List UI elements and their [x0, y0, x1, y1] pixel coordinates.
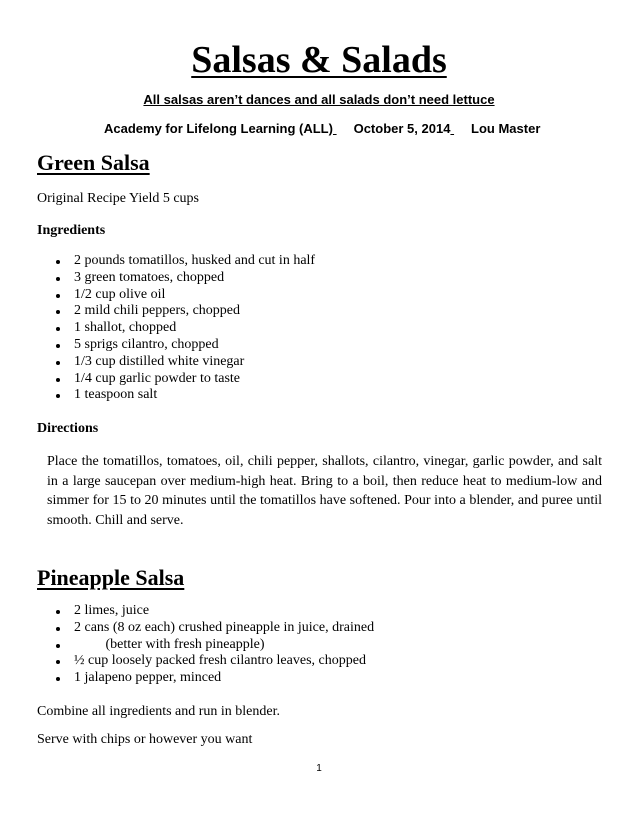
bullet-icon — [56, 627, 60, 631]
green-salsa-ingredients-list — [37, 253, 315, 404]
ingredient-text: 2 limes, juice — [74, 603, 150, 618]
bullet-icon — [56, 327, 60, 331]
document-title — [0, 38, 638, 82]
list-item — [37, 354, 315, 371]
document-meta-line — [104, 121, 540, 137]
ingredient-text: 1/2 cup olive oil — [74, 286, 166, 302]
bullet-icon — [56, 310, 60, 314]
list-item — [37, 637, 374, 654]
ingredients-heading: Ingredients — [37, 223, 106, 238]
bullet-icon — [56, 677, 60, 681]
meta-date: October 5, 2014 — [353, 121, 451, 136]
directions-heading: Directions — [37, 421, 99, 436]
list-item — [37, 320, 315, 337]
list-item — [37, 670, 374, 687]
ingredient-text: 1 teaspoon salt — [74, 387, 158, 403]
meta-author: Lou Master — [471, 121, 541, 136]
ingredient-text: (better with fresh pineapple) — [74, 636, 265, 652]
bullet-icon — [56, 294, 60, 298]
bullet-icon — [56, 610, 60, 614]
page-number: 1 — [316, 763, 322, 774]
list-item — [37, 337, 315, 354]
bullet-icon — [56, 378, 60, 382]
green-salsa-yield: Original Recipe Yield 5 cups — [37, 191, 199, 206]
list-item — [37, 371, 315, 388]
ingredient-text: 1/4 cup garlic powder to taste — [74, 370, 241, 386]
document-subtitle: All salsas aren’t dances and all salads don’t need lettuce — [143, 92, 495, 107]
ingredient-text: 1 shallot, chopped — [74, 320, 177, 336]
list-item — [37, 303, 315, 320]
bullet-icon — [56, 260, 60, 264]
ingredient-text: ½ cup loosely packed fresh cilantro leaves, chopped — [74, 653, 366, 669]
pineapple-instruction-serve: Serve with chips or however you want — [37, 732, 253, 747]
list-item — [37, 603, 374, 620]
meta-organization: Academy for Lifelong Learning (ALL) — [104, 121, 333, 136]
document-title-text: Salsas & Salads — [191, 39, 447, 81]
list-item — [37, 620, 374, 637]
list-item — [37, 253, 315, 270]
bullet-icon — [56, 361, 60, 365]
ingredient-text: 1/3 cup distilled white vinegar — [74, 353, 245, 369]
bullet-icon — [56, 394, 60, 398]
list-item — [37, 270, 315, 287]
bullet-icon — [56, 660, 60, 664]
green-salsa-heading: Green Salsa — [37, 150, 150, 175]
ingredient-text: 3 green tomatoes, chopped — [74, 269, 225, 285]
ingredient-text: 2 mild chili peppers, chopped — [74, 303, 241, 319]
ingredient-text: 2 cans (8 oz each) crushed pineapple in juice, drained — [74, 619, 375, 635]
ingredient-text: 5 sprigs cilantro, chopped — [74, 336, 219, 352]
bullet-icon — [56, 277, 60, 281]
list-item — [37, 653, 374, 670]
bullet-icon — [56, 644, 60, 648]
ingredient-text: 2 pounds tomatillos, husked and cut in half — [74, 253, 316, 268]
ingredient-text: 1 jalapeno pepper, minced — [74, 670, 222, 686]
bullet-icon — [56, 344, 60, 348]
directions-text: Place the tomatillos, tomatoes, oil, chili pepper, shallots, cilantro, vinegar, garlic powder, and salt in a large saucepan over medium-high heat. Bring to a boil, then reduce heat to medium-low and simmer for 15 to 20 minutes until the tomatillos have softened. Pour into a blender, and puree until smooth. Chill and serve. — [47, 454, 602, 528]
list-item — [37, 387, 315, 404]
list-item — [37, 287, 315, 304]
pineapple-salsa-ingredients-list — [37, 603, 374, 687]
pineapple-instruction-combine: Combine all ingredients and run in blender. — [37, 704, 281, 719]
pineapple-salsa-heading: Pineapple Salsa — [37, 565, 185, 590]
